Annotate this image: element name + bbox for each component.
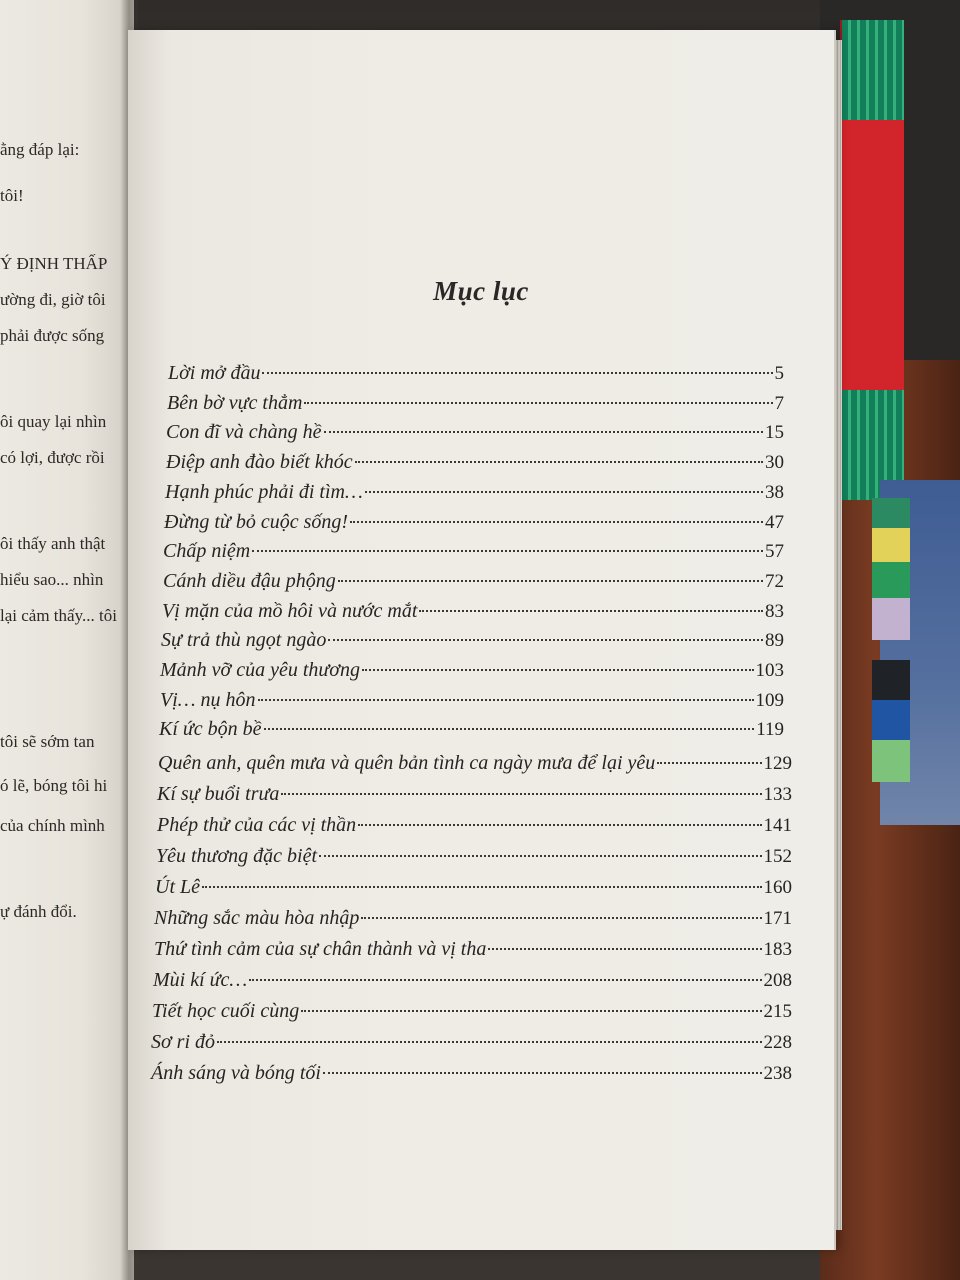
- toc-entry: [165, 479, 784, 505]
- toc-entry-title: Kí ức bộn bề: [159, 718, 262, 740]
- toc-entry-page: 7: [774, 393, 784, 414]
- toc-entry: [160, 657, 784, 683]
- toc-entry-title: Sự trả thù ngọt ngào: [161, 629, 327, 651]
- dot-leader: [262, 372, 772, 374]
- toc-entry-page: 183: [763, 939, 792, 960]
- dot-leader: [323, 1072, 762, 1074]
- toc-entry-title: Bên bờ vực thẳm: [167, 392, 303, 414]
- dot-leader: [324, 431, 763, 433]
- book-pattern-top: [842, 20, 904, 120]
- toc-entry-title: Mùi kí ức…: [153, 969, 248, 991]
- toc-entry-page: 15: [765, 422, 784, 443]
- toc-entry-page: 30: [765, 452, 784, 473]
- dot-leader: [304, 402, 772, 404]
- toc-entry-title: Thứ tình cảm của sự chân thành và vị tha: [154, 938, 487, 960]
- book-spine: [872, 598, 910, 640]
- dot-leader: [252, 550, 763, 552]
- toc-entry-page: 133: [763, 784, 792, 805]
- toc-entry-page: 109: [755, 690, 784, 711]
- toc-entry-page: 228: [763, 1032, 792, 1053]
- book-spine: [872, 740, 910, 782]
- left-page-line: ó lẽ, bóng tôi hi: [0, 776, 108, 795]
- toc-entry: [157, 812, 792, 838]
- background-book-red: [840, 20, 904, 490]
- toc-entry: [157, 781, 792, 807]
- toc-entry-title: Ánh sáng và bóng tối: [151, 1062, 321, 1084]
- dot-leader: [301, 1010, 761, 1012]
- toc-entry-title: Vị… nụ hôn: [160, 689, 256, 711]
- dot-leader: [350, 521, 763, 523]
- toc-entry: [163, 568, 784, 594]
- toc-entry: [153, 967, 792, 993]
- toc-entry: [159, 716, 784, 742]
- toc-entry-title: Tiết học cuối cùng: [152, 1000, 300, 1022]
- toc-entry-page: 83: [765, 601, 784, 622]
- dot-leader: [358, 824, 761, 826]
- left-page-line: ôi thấy anh thật: [0, 534, 106, 553]
- book-spine: [872, 700, 910, 742]
- toc-entry: [155, 874, 792, 900]
- toc-entry-title: Con đĩ và chàng hề: [166, 421, 322, 443]
- left-page-line: có lợi, được rồi: [0, 448, 105, 467]
- dot-leader: [355, 461, 763, 463]
- toc-entry: [166, 449, 784, 475]
- toc-entry-page: 5: [774, 363, 784, 384]
- toc-entry-page: 57: [765, 541, 784, 562]
- toc-entry-title: Cánh diều đậu phộng: [163, 570, 336, 592]
- toc-entry: [162, 598, 784, 624]
- toc-entry-page: 103: [755, 660, 784, 681]
- table-of-contents: [128, 330, 834, 1090]
- toc-entry: [154, 905, 792, 931]
- toc-entry-page: 38: [765, 482, 784, 503]
- toc-entry-title: Lời mở đầu: [168, 362, 261, 384]
- dot-leader: [281, 793, 761, 795]
- toc-entry-title: Những sắc màu hòa nhập: [154, 907, 360, 929]
- left-page-line: Ý ĐỊNH THẤP: [0, 254, 108, 273]
- toc-entry-page: 129: [763, 753, 792, 774]
- left-page-line: của chính mình: [0, 816, 105, 835]
- toc-entry-page: 238: [763, 1063, 792, 1084]
- toc-entry-title: Đừng từ bỏ cuộc sống!: [164, 511, 349, 533]
- toc-entry-page: 171: [763, 908, 792, 929]
- left-page-line: tôi sẽ sớm tan: [0, 732, 95, 751]
- dot-leader: [361, 917, 761, 919]
- left-page-line: ự đánh đổi.: [0, 902, 77, 921]
- toc-entry: [151, 1060, 792, 1086]
- toc-entry-title: Mảnh vỡ của yêu thương: [160, 659, 360, 681]
- left-page: [0, 0, 134, 1280]
- dot-leader: [657, 762, 761, 764]
- toc-entry-title: Út Lê: [155, 876, 200, 898]
- toc-entry-title: Phép thử của các vị thần: [157, 814, 357, 836]
- dot-leader: [338, 580, 763, 582]
- toc-entry: [151, 1029, 792, 1055]
- toc-entry: [160, 687, 784, 713]
- toc-title: Mục lục: [433, 276, 529, 306]
- dot-leader: [419, 610, 763, 612]
- toc-entry-page: 47: [765, 512, 784, 533]
- dot-leader: [328, 639, 763, 641]
- toc-entry: [163, 538, 784, 564]
- left-page-line: lại cảm thấy... tôi: [0, 606, 117, 625]
- toc-entry: [166, 419, 784, 445]
- dot-leader: [365, 491, 763, 493]
- toc-entry: [158, 750, 792, 776]
- toc-entry-title: Quên anh, quên mưa và quên bản tình ca ngày mưa để lại yêu: [158, 752, 656, 774]
- dot-leader: [319, 855, 761, 857]
- dot-leader: [217, 1041, 761, 1043]
- toc-entry-page: 208: [763, 970, 792, 991]
- toc-entry-page: 89: [765, 630, 784, 651]
- toc-entry-title: Điệp anh đào biết khóc: [166, 451, 353, 473]
- toc-entry-title: Chấp niệm: [163, 540, 251, 562]
- toc-entry-page: 72: [765, 571, 784, 592]
- toc-entry: [161, 627, 784, 653]
- dot-leader: [258, 699, 754, 701]
- left-page-line: ường đi, giờ tôi: [0, 290, 106, 309]
- toc-entry-title: Kí sự buổi trưa: [157, 783, 280, 805]
- toc-entry-page: 215: [763, 1001, 792, 1022]
- toc-entry: [152, 998, 792, 1024]
- toc-entry-title: Vị mặn của mồ hôi và nước mắt: [162, 600, 418, 622]
- toc-entry: [167, 390, 784, 416]
- book-spine: [872, 660, 910, 702]
- toc-entry-title: Yêu thương đặc biệt: [156, 845, 318, 867]
- toc-entry-title: Hạnh phúc phải đi tìm…: [165, 481, 363, 503]
- toc-entry: [164, 509, 784, 535]
- toc-entry-title: Sơ ri đỏ: [151, 1031, 216, 1053]
- toc-entry: [168, 360, 784, 386]
- toc-entry-page: 160: [763, 877, 792, 898]
- toc-entry-page: 141: [763, 815, 792, 836]
- toc-entry: [154, 936, 792, 962]
- left-page-line: tôi!: [0, 186, 24, 205]
- toc-entry: [156, 843, 792, 869]
- toc-entry-page: 152: [763, 846, 792, 867]
- toc-entry-page: 119: [756, 719, 784, 740]
- dot-leader: [362, 669, 754, 671]
- dot-leader: [264, 728, 755, 730]
- dot-leader: [202, 886, 762, 888]
- right-page: [128, 30, 836, 1250]
- left-page-line: ằng đáp lại:: [0, 140, 80, 159]
- left-page-line: hiểu sao... nhìn: [0, 570, 104, 589]
- dot-leader: [249, 979, 761, 981]
- left-page-line: phải được sống: [0, 326, 105, 345]
- left-page-line: ôi quay lại nhìn: [0, 412, 107, 431]
- dot-leader: [488, 948, 761, 950]
